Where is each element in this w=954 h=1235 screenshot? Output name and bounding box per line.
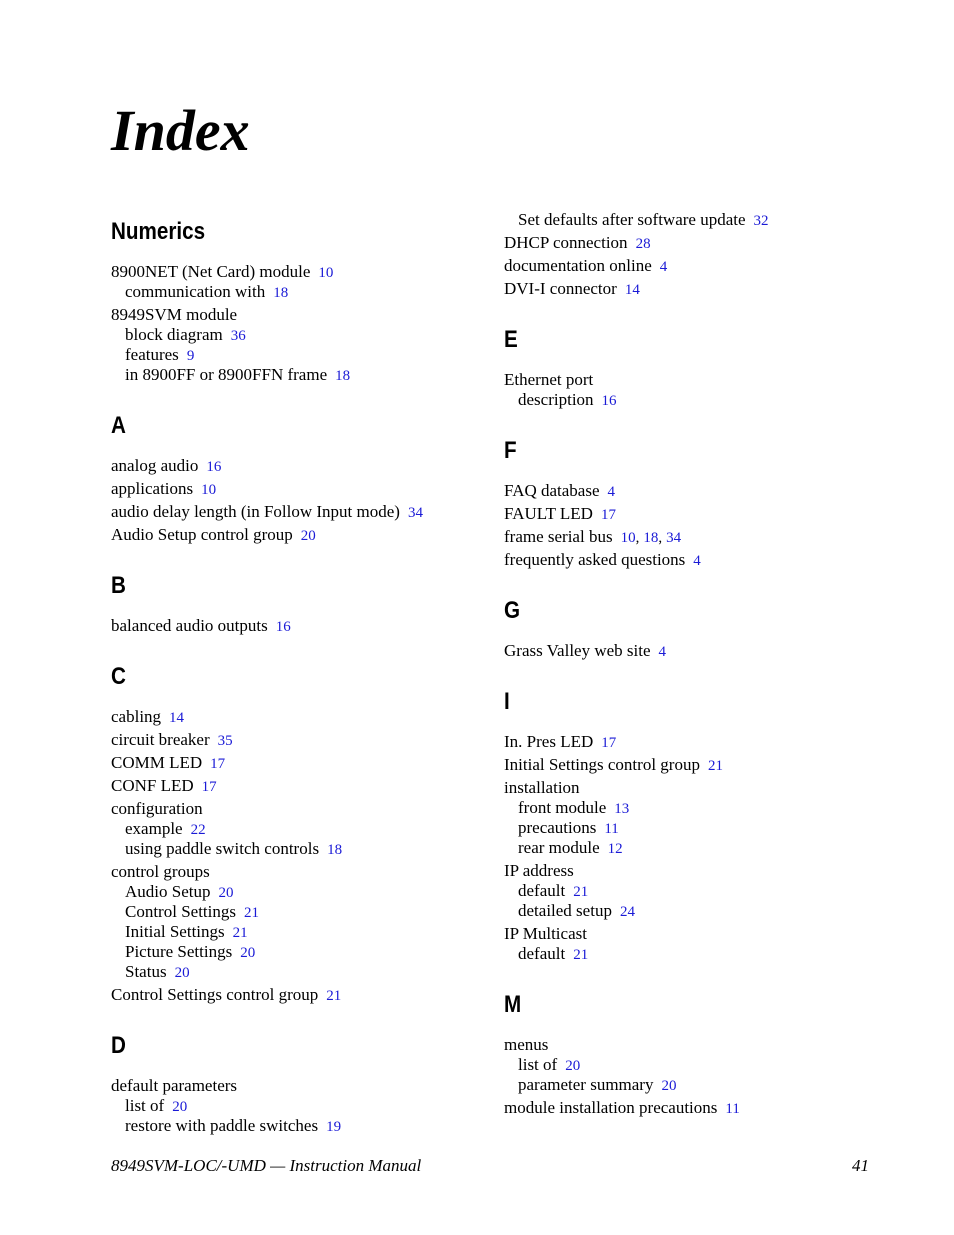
index-term: list of [518,1055,558,1074]
index-term: using paddle switch controls [125,839,320,858]
page-link[interactable]: 36 [230,328,246,344]
page-link[interactable]: 22 [190,822,206,838]
page-link[interactable]: 21 [326,988,342,1004]
page-link[interactable]: 10 [620,530,636,546]
page-link[interactable]: 11 [604,821,619,837]
index-term: Picture Settings [125,942,233,961]
section-spacer [504,410,884,434]
index-term: IP address [504,861,574,880]
index-entry [111,753,491,773]
index-term: Status [125,962,167,981]
index-subentry [504,901,884,921]
footer-manual-title: 8949SVM-LOC/-UMD — Instruction Manual [111,1156,422,1175]
index-subentry [111,839,491,859]
page-link[interactable]: 21 [243,905,259,921]
index-term: Set defaults after software update [518,210,746,229]
index-term: features [125,345,179,364]
section-spacer [111,1005,491,1029]
index-term: block diagram [125,325,223,344]
section-heading: F [504,437,517,464]
section-spacer [504,661,884,685]
index-term: CONF LED [111,776,194,795]
index-term: In. Pres LED [504,732,594,751]
page-separator: , [658,530,663,546]
index-entry [111,1076,491,1096]
page-link[interactable]: 4 [607,484,616,500]
index-term: audio delay length (in Follow Input mode) [111,502,400,521]
index-subentry [504,798,884,818]
index-term: default parameters [111,1076,238,1095]
index-term: frequently asked questions [504,550,686,569]
index-term: rear module [518,838,600,857]
index-subentry [504,390,884,410]
index-term: balanced audio outputs [111,616,268,635]
index-entry [504,504,884,524]
index-term: restore with paddle switches [125,1116,319,1135]
index-entry [504,1098,884,1118]
index-term: Initial Settings [125,922,225,941]
index-subentry [504,1075,884,1095]
page-link[interactable]: 35 [217,733,233,749]
index-term: list of [125,1096,165,1115]
section-spacer [111,385,491,409]
index-subentry [504,818,884,838]
index-entry [111,262,491,282]
index-subentry [111,942,491,962]
index-term: Control Settings control group [111,985,319,1004]
index-term: installation [504,778,580,797]
page-link[interactable]: 21 [232,925,248,941]
index-entry [111,502,491,522]
index-subentry [111,902,491,922]
index-entry [504,732,884,752]
section-heading: B [111,572,126,599]
page-link[interactable]: 10 [201,482,217,498]
page-link[interactable]: 17 [201,779,217,795]
index-term: Grass Valley web site [504,641,651,660]
index-term: Audio Setup [125,882,211,901]
index-subentry [111,345,491,365]
index-subentry [111,282,491,302]
index-subentry [111,962,491,982]
page-link[interactable]: 16 [601,393,617,409]
page-link[interactable]: 18 [335,368,351,384]
index-term: menus [504,1035,549,1054]
index-subentry [111,1096,491,1116]
section-heading: G [504,597,521,624]
section-heading: I [504,688,510,715]
index-term: Ethernet port [504,370,594,389]
index-entry [111,799,491,819]
section-spacer [504,964,884,988]
index-term: precautions [518,818,597,837]
section-spacer [504,299,884,323]
index-term: Control Settings [125,902,236,921]
index-entry [111,862,491,882]
page-link[interactable]: 21 [573,947,589,963]
index-entry [504,641,884,661]
index-subentry [504,944,884,964]
index-entry [504,924,884,944]
page-link[interactable]: 4 [658,644,667,660]
index-term: FAQ database [504,481,600,500]
page-link[interactable]: 13 [614,801,630,817]
page-link[interactable]: 14 [624,282,640,298]
page-link[interactable]: 34 [407,505,423,521]
page-link[interactable]: 16 [206,459,222,475]
index-subentry [504,881,884,901]
page-link[interactable]: 14 [169,710,185,726]
page-link[interactable]: 18 [643,530,659,546]
page-link[interactable]: 12 [607,841,623,857]
index-term: 8900NET (Net Card) module [111,262,311,281]
section-heading: Numerics [111,218,206,245]
page-link[interactable]: 20 [174,965,190,981]
page-link[interactable]: 20 [218,885,234,901]
index-term: cabling [111,707,162,726]
page-link[interactable]: 9 [186,348,195,364]
index-subentry [111,365,491,385]
index-entry [504,755,884,775]
page-link[interactable]: 28 [635,236,651,252]
section-spacer [111,636,491,660]
index-entry [111,730,491,750]
index-term: COMM LED [111,753,203,772]
index-term: detailed setup [518,901,612,920]
section-spacer [504,570,884,594]
section-heading: M [504,991,522,1018]
index-term: DHCP connection [504,233,628,252]
index-entry [504,778,884,798]
index-term: communication with [125,282,266,301]
index-column-left [111,210,491,1136]
page-link[interactable]: 11 [725,1101,740,1117]
index-term: Audio Setup control group [111,525,293,544]
index-entry [504,370,884,390]
index-subentry [504,1055,884,1075]
page-link[interactable]: 18 [327,842,343,858]
index-entry [504,861,884,881]
page-link[interactable]: 4 [693,553,701,569]
index-subentry [111,922,491,942]
page-link[interactable]: 17 [601,735,617,751]
index-term: IP Multicast [504,924,587,943]
page-link[interactable]: 20 [565,1058,581,1074]
page-link[interactable]: 24 [619,904,635,920]
index-entry [111,776,491,796]
page-link[interactable]: 32 [753,213,769,229]
page-link[interactable]: 17 [210,756,226,772]
index-entry [111,616,491,636]
index-entry [504,527,884,547]
index-subentry [111,819,491,839]
index-term: DVI-I connector [504,279,617,298]
page-link[interactable]: 18 [273,285,289,301]
page-link[interactable]: 20 [240,945,256,961]
index-term: Initial Settings control group [504,755,700,774]
page-link[interactable]: 20 [661,1078,677,1094]
index-term: applications [111,479,194,498]
index-term: in 8900FF or 8900FFN frame [125,365,328,384]
page-link[interactable]: 34 [666,530,682,546]
index-subentry [111,1116,491,1136]
index-term: default [518,944,566,963]
index-entry [504,481,884,501]
section-spacer [111,545,491,569]
section-heading: E [504,326,518,353]
index-term: configuration [111,799,203,818]
index-term: parameter summary [518,1075,654,1094]
section-heading: A [111,412,126,439]
index-entry [504,1035,884,1055]
page-link[interactable]: 20 [300,528,316,544]
index-subentry [111,882,491,902]
index-entry [111,479,491,499]
index-entry [111,305,491,325]
index-term: frame serial bus [504,527,613,546]
index-entry [504,550,884,570]
index-term: documentation online [504,256,652,275]
index-term: circuit breaker [111,730,210,749]
page-link[interactable]: 10 [318,265,334,281]
index-column-right [504,210,884,1118]
page-link[interactable]: 21 [573,884,589,900]
index-subentry [504,838,884,858]
index-term: analog audio [111,456,199,475]
index-term: module installation precautions [504,1098,718,1117]
index-subentry [111,325,491,345]
index-term: control groups [111,862,210,881]
index-entry [111,525,491,545]
index-term: default [518,881,566,900]
index-subentry [504,210,884,230]
index-term: 8949SVM module [111,305,238,324]
page-title: Index [111,98,250,163]
index-term: example [125,819,183,838]
page-link[interactable]: 19 [326,1119,342,1135]
index-term: FAULT LED [504,504,593,523]
index-entry [111,985,491,1005]
page-link[interactable]: 16 [275,619,291,635]
index-entry [504,256,884,276]
index-term: front module [518,798,607,817]
index-entry [111,456,491,476]
page-link[interactable]: 17 [600,507,616,523]
section-heading: D [111,1032,126,1059]
page-link[interactable]: 21 [707,758,723,774]
footer-page-number: 41 [852,1156,869,1175]
index-entry [111,707,491,727]
index-entry [504,233,884,253]
page-link[interactable]: 4 [659,259,668,275]
index-entry [504,279,884,299]
section-heading: C [111,663,126,690]
page-separator: , [635,530,640,546]
index-term: description [518,390,594,409]
page-link[interactable]: 20 [172,1099,188,1115]
